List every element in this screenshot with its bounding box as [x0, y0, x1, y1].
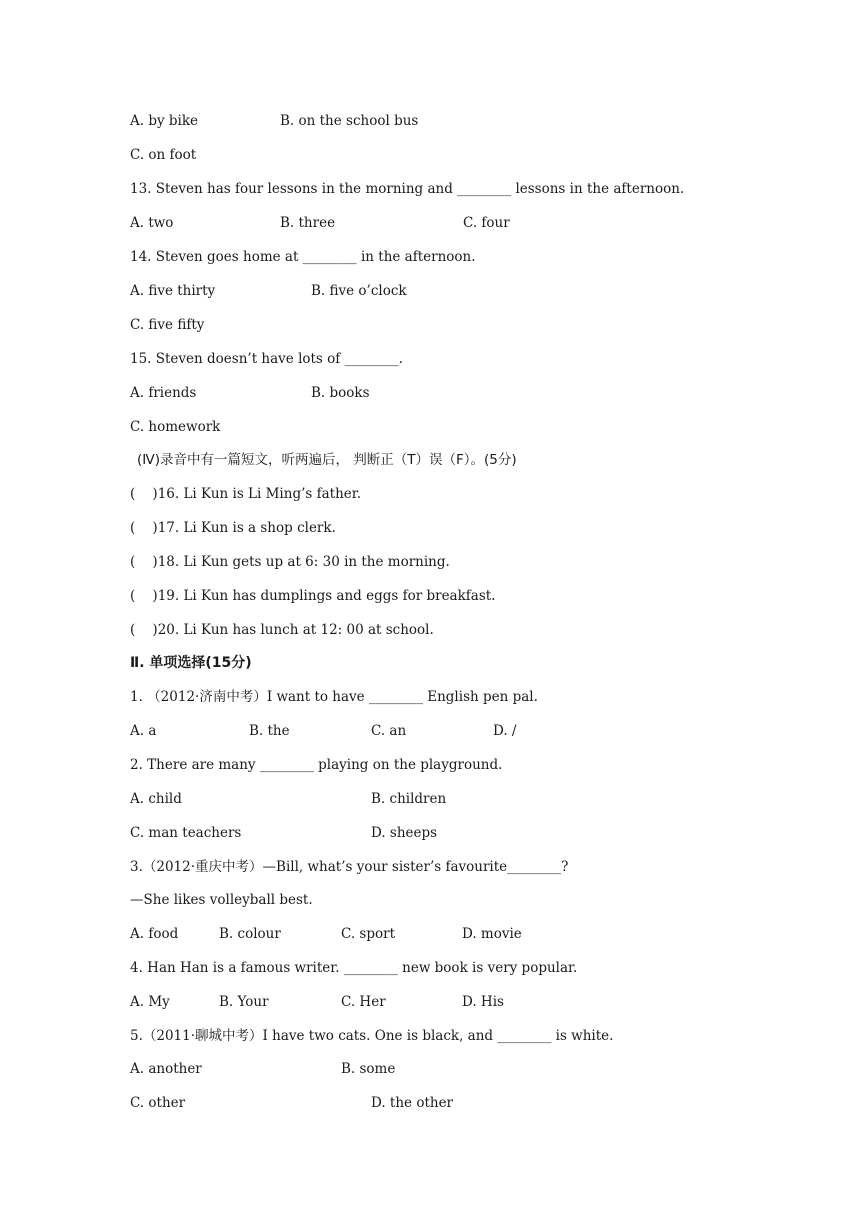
- s2-q3-option-b: B. colour: [219, 926, 281, 942]
- q13-options: [130, 211, 510, 235]
- tf-item-17: ( )17. Li Kun is a shop clerk.: [130, 520, 336, 536]
- s2-q2-option-a: A. child: [130, 791, 182, 807]
- q12-option-a: A. by bike: [130, 113, 199, 129]
- s2-q4-stem: 4. Han Han is a famous writer. ________ new book is very popular.: [130, 960, 578, 976]
- s2-q3-option-d: D. movie: [462, 926, 522, 942]
- s2-q5-options-row2: [130, 1091, 454, 1115]
- s2-q5-stem: 5.（2011·聊城中考）I have two cats. One is black, and ________ is white.: [130, 1028, 614, 1044]
- s2-q1-stem: 1. （2012·济南中考）I want to have ________ English pen pal.: [130, 689, 538, 705]
- q15-stem: 15. Steven doesn’t have lots of ________.: [130, 351, 403, 367]
- q14-stem: 14. Steven goes home at ________ in the afternoon.: [130, 249, 476, 265]
- q15-option-c: C. homework: [130, 419, 221, 435]
- s2-q5-option-c: C. other: [130, 1095, 186, 1111]
- section2-title: Ⅱ. 单项选择(15分): [130, 655, 252, 671]
- q14-option-c: C. five fifty: [130, 317, 205, 333]
- q13-stem: 13. Steven has four lessons in the morning and ________ lessons in the afternoon.: [130, 181, 685, 197]
- s2-q4-options: [130, 990, 504, 1014]
- s2-q4-option-c: C. Her: [341, 994, 386, 1010]
- tf-item-16: ( )16. Li Kun is Li Ming’s father.: [130, 486, 362, 502]
- q12-options-row1: [130, 109, 419, 133]
- s2-q5-options-row1: [130, 1057, 396, 1081]
- s2-q3-option-c: C. sport: [341, 926, 396, 942]
- s2-q3-option-a: A. food: [130, 926, 179, 942]
- q14-options: [130, 279, 407, 303]
- tf-item-18: ( )18. Li Kun gets up at 6: 30 in the morning.: [130, 554, 450, 570]
- s2-q2-option-c: C. man teachers: [130, 825, 242, 841]
- q15-option-b: B. books: [311, 385, 370, 401]
- s2-q3-stem2: —She likes volleyball best.: [130, 892, 313, 908]
- q14-option-a: A. five thirty: [130, 283, 216, 299]
- q14-option-b: B. five o’clock: [311, 283, 407, 299]
- q12-option-c: C. on foot: [130, 147, 197, 163]
- s2-q3-options: [130, 922, 522, 946]
- s2-q5-option-d: D. the other: [371, 1095, 454, 1111]
- s2-q1-options: [130, 719, 517, 743]
- s2-q2-stem: 2. There are many ________ playing on the playground.: [130, 757, 503, 773]
- s2-q5-option-b: B. some: [341, 1061, 396, 1077]
- q15-options: [130, 381, 370, 405]
- tf-item-19: ( )19. Li Kun has dumplings and eggs for breakfast.: [130, 588, 496, 604]
- q13-option-b: B. three: [280, 215, 336, 231]
- s2-q4-option-d: D. His: [462, 994, 504, 1010]
- s2-q1-option-b: B. the: [249, 723, 290, 739]
- s2-q4-option-a: A. My: [130, 994, 170, 1010]
- s2-q3-stem: 3.（2012·重庆中考）—Bill, what’s your sister’s favourite________?: [130, 859, 569, 875]
- tf-item-20: ( )20. Li Kun has lunch at 12: 00 at school.: [130, 622, 434, 638]
- q13-option-c: C. four: [463, 215, 510, 231]
- s2-q1-option-d: D. /: [493, 723, 517, 739]
- s2-q2-option-d: D. sheeps: [371, 825, 438, 841]
- s2-q4-option-b: B. Your: [219, 994, 269, 1010]
- q15-option-a: A. friends: [130, 385, 197, 401]
- s2-q1-option-a: A. a: [130, 723, 157, 739]
- s2-q1-option-c: C. an: [371, 723, 407, 739]
- s2-q5-option-a: A. another: [130, 1061, 202, 1077]
- s2-q2-options-row1: [130, 787, 447, 811]
- section4-title: (Ⅳ)录音中有一篇短文，听两遍后， 判断正（T）误（F）。(5分): [137, 452, 517, 468]
- q12-option-b: B. on the school bus: [280, 113, 419, 129]
- s2-q2-option-b: B. children: [371, 791, 447, 807]
- q13-option-a: A. two: [130, 215, 174, 231]
- s2-q2-options-row2: [130, 821, 438, 845]
